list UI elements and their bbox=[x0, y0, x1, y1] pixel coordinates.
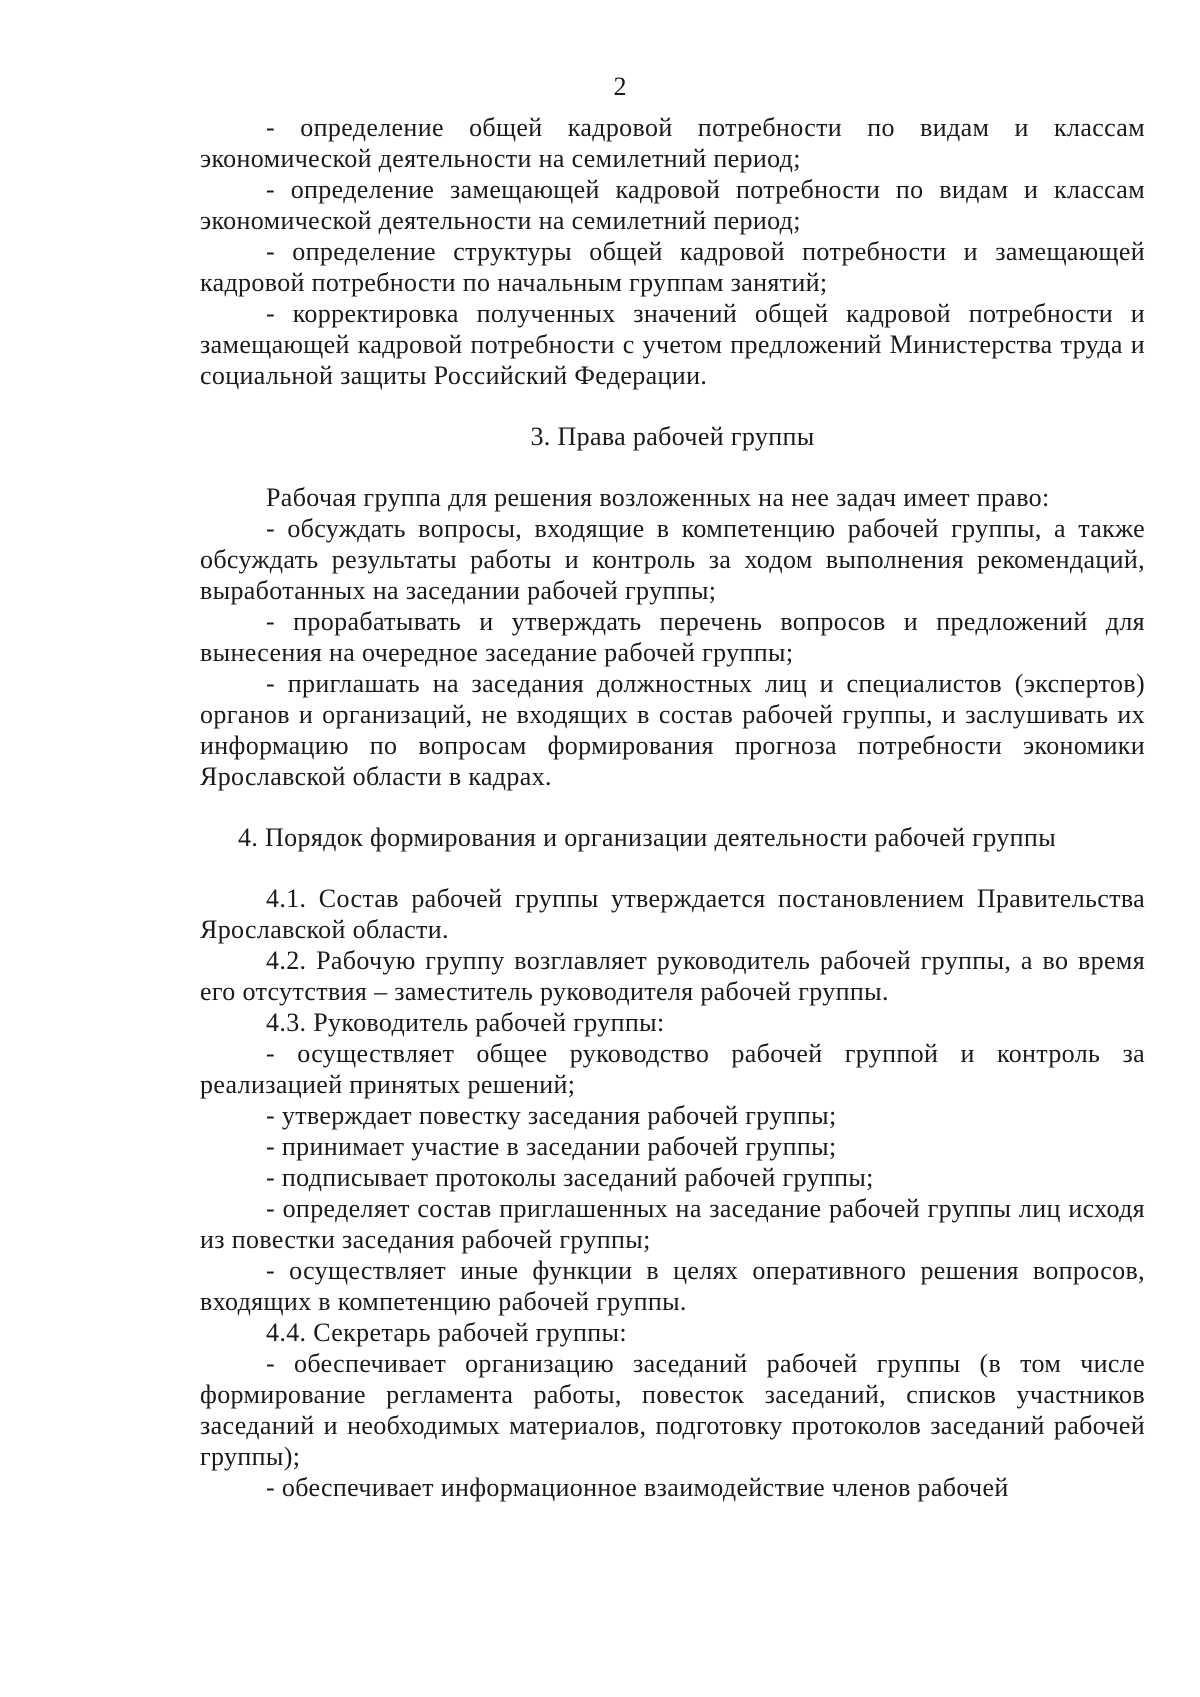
list-item: - обеспечивает информационное взаимодействие членов рабочей bbox=[266, 1473, 1009, 1502]
list-item: - утверждает повестку заседания рабочей группы; bbox=[266, 1101, 837, 1130]
list-item: - подписывает протоколы заседаний рабочей группы; bbox=[266, 1163, 874, 1192]
list-item: - корректировка полученных значений общей кадровой потребности и замещающей кадровой потребности с учетом предложений Министерства труда и социальной защиты Российский Федерации. bbox=[200, 299, 1145, 390]
list-item: - определяет состав приглашенных на заседание рабочей группы лиц исходя из повестки заседания рабочей группы; bbox=[200, 1194, 1145, 1254]
section-3-heading: 3. Права рабочей группы bbox=[530, 422, 815, 451]
page-number: 2 bbox=[613, 72, 627, 101]
paragraph-4-2: 4.2. Рабочую группу возглавляет руководитель рабочей группы, а во время его отсутствия – заместитель руководителя рабочей группы. bbox=[200, 946, 1145, 1006]
list-item: - определение общей кадровой потребности по видам и классам экономической деятельности на семилетний период; bbox=[200, 113, 1145, 173]
paragraph-4-1: 4.1. Состав рабочей группы утверждается постановлением Правительства Ярославской области. bbox=[200, 884, 1145, 944]
paragraph-4-3: 4.3. Руководитель рабочей группы: bbox=[266, 1008, 665, 1037]
list-item: - осуществляет иные функции в целях оперативного решения вопросов, входящих в компетенцию рабочей группы. bbox=[200, 1256, 1145, 1316]
list-item: - принимает участие в заседании рабочей группы; bbox=[266, 1132, 837, 1161]
list-item: - приглашать на заседания должностных лиц и специалистов (экспертов) органов и организаций, не входящих в состав рабочей группы, и заслушивать их информацию по вопросам формирования прогноза потребности экономики Ярославской области в кадрах. bbox=[200, 669, 1145, 791]
list-item: - обсуждать вопросы, входящие в компетенцию рабочей группы, а также обсуждать результаты работы и контроль за ходом выполнения рекомендаций, выработанных на заседании рабочей группы; bbox=[200, 514, 1145, 605]
list-item: - осуществляет общее руководство рабочей группой и контроль за реализацией принятых решений; bbox=[200, 1039, 1145, 1099]
paragraph-4-4: 4.4. Секретарь рабочей группы: bbox=[266, 1318, 627, 1347]
list-item: - определение структуры общей кадровой потребности и замещающей кадровой потребности по начальным группам занятий; bbox=[200, 237, 1145, 297]
section-3-intro: Рабочая группа для решения возложенных на нее задач имеет право: bbox=[266, 483, 1050, 512]
list-item: - определение замещающей кадровой потребности по видам и классам экономической деятельности на семилетний период; bbox=[200, 175, 1145, 235]
list-item: - прорабатывать и утверждать перечень вопросов и предложений для вынесения на очередное заседание рабочей группы; bbox=[200, 607, 1145, 667]
document-body bbox=[200, 112, 1145, 1503]
section-4-heading: 4. Порядок формирования и организации деятельности рабочей группы bbox=[238, 823, 1057, 852]
list-item: - обеспечивает организацию заседаний рабочей группы (в том числе формирование регламента работы, повесток заседаний, списков участников заседаний и необходимых материалов, подготовку протоколов заседаний рабочей группы); bbox=[200, 1349, 1145, 1471]
